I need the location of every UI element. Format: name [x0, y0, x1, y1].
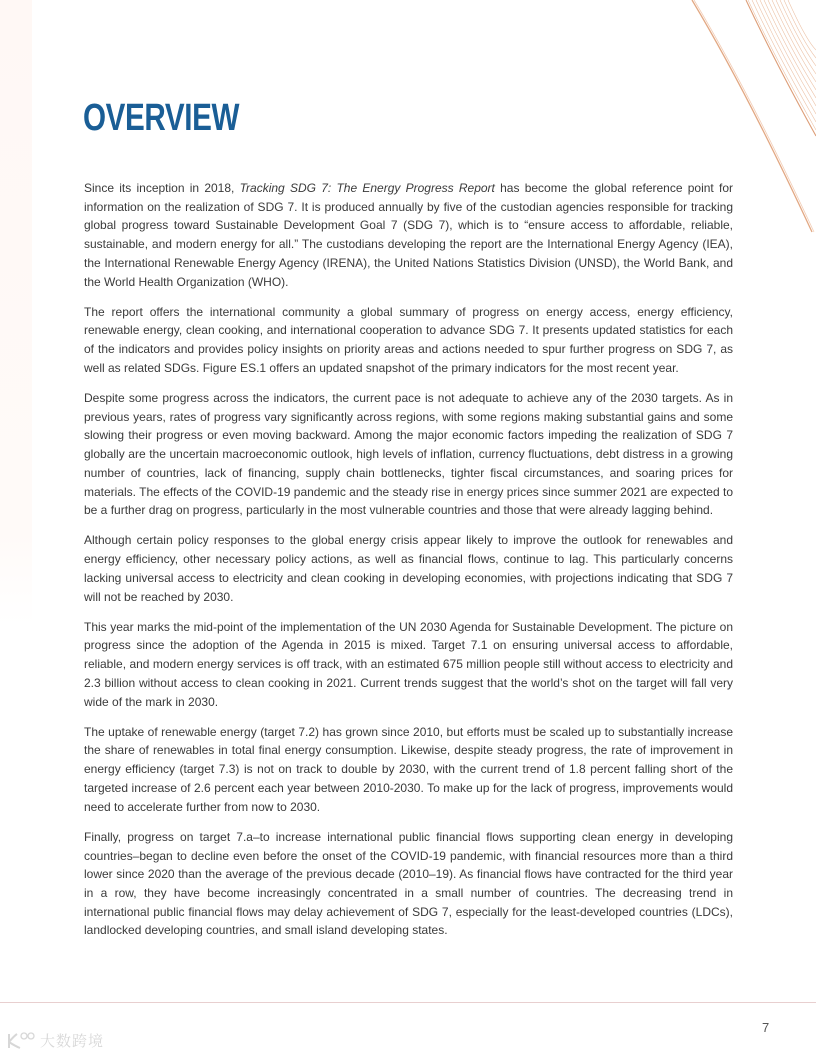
watermark-text: 大数跨境 [40, 1032, 105, 1050]
page-number: 7 [762, 1020, 770, 1035]
report-title-italic: Tracking SDG 7: The Energy Progress Report [239, 181, 495, 195]
paragraph-intro [84, 179, 733, 291]
paragraph-report-summary: The report offers the international community a global summary of progress on energy access, energy efficiency, renewable energy, clean cooking, and international cooperation to advance SDG 7. It presents updated statistics for each of the indicators and provides policy insights on priority areas and actions needed to spur further progress on SDG 7, as well as related SDGs. Figure ES.1 offers an updated snapshot of the primary indicators for the most recent year. [84, 304, 733, 375]
watermark [6, 1030, 104, 1051]
left-margin-tint [0, 0, 32, 625]
footer-divider [0, 1002, 816, 1003]
paragraph-renewables-efficiency: The uptake of renewable energy (target 7.2) has grown since 2010, but efforts must be scaled up to substantially increase the share of renewables in total final energy consumption. Likewise, despite steady progress, the rate of improvement in energy efficiency (target 7.3) is not on track to double by 2030, with the current trend of 1.8 percent falling short of the targeted increase of 2.6 percent each year between 2010-2030. To make up for the lack of progress, improvements would need to accelerate further from now to 2030. [84, 724, 733, 814]
paragraph-progress-pace: Despite some progress across the indicators, the current pace is not adequate to achieve any of the 2030 targets. As in previous years, rates of progress vary significantly across regions, with some regions making substantial gains and some slowing their progress or even moving backward. Among the major economic factors impeding the realization of SDG 7 globally are the uncertain macroeconomic outlook, high levels of inflation, currency fluctuations, debt distress in a growing number of countries, lack of financing, supply chain bottlenecks, tighter fiscal circumstances, and soaring prices for materials. The effects of the COVID-19 pandemic and the steady rise in energy prices since summer 2021 are expected to be a further drag on progress, particularly in the most vulnerable countries and those that were already lagging behind. [84, 391, 733, 518]
paragraph-text: Since its inception in 2018, [84, 181, 240, 195]
page-title: OVERVIEW [83, 97, 240, 139]
body-text [84, 179, 733, 952]
brand-logo-icon [6, 1031, 36, 1051]
paragraph-policy-responses: Although certain policy responses to the global energy crisis appear likely to improve the outlook for renewables and energy efficiency, other necessary policy actions, as well as financial flows, continue to lag. This particularly concerns lacking universal access to electricity and clean cooking in developing economies, with projections indicating that SDG 7 will not be reached by 2030. [84, 533, 733, 604]
paragraph-midpoint: This year marks the mid-point of the implementation of the UN 2030 Agenda for Sustainable Development. The picture on progress since the adoption of the Agenda in 2015 is mixed. Target 7.1 on ensuring universal access to affordable, reliable, and modern energy services is off track, with an estimated 675 million people still without access to electricity and 2.3 billion without access to clean cooking in 2021. Current trends suggest that the world’s shot on the target will fall very wide of the mark in 2030. [84, 619, 733, 709]
paragraph-financial-flows: Finally, progress on target 7.a–to increase international public financial flows supporting clean energy in developing countries–began to decline even before the onset of the COVID-19 pandemic, with financial resources more than a third lower since 2020 than the average of the previous decade (2010–19). As financial flows have contracted for the third year in a row, they have become increasingly concentrated in a small number of countries. The decreasing trend in international public financial flows may delay achievement of SDG 7, especially for the least-developed countries (LDCs), landlocked developing countries, and small island developing states. [84, 829, 733, 938]
paragraph-text: has become the global reference point for information on the realization of SDG 7. It is produced annually by five of the custodian agencies responsible for tracking global progress toward Sustainable Development Goal 7 (SDG 7), which is to “ensure access to affordable, reliable, sustainable, and modern energy for all.” The custodians developing the report are the International Energy Agency (IEA), the International Renewable Energy Agency (IRENA), the United Nations Statistics Division (UNSD), the World Bank, and the World Health Organization (WHO). [84, 181, 734, 289]
